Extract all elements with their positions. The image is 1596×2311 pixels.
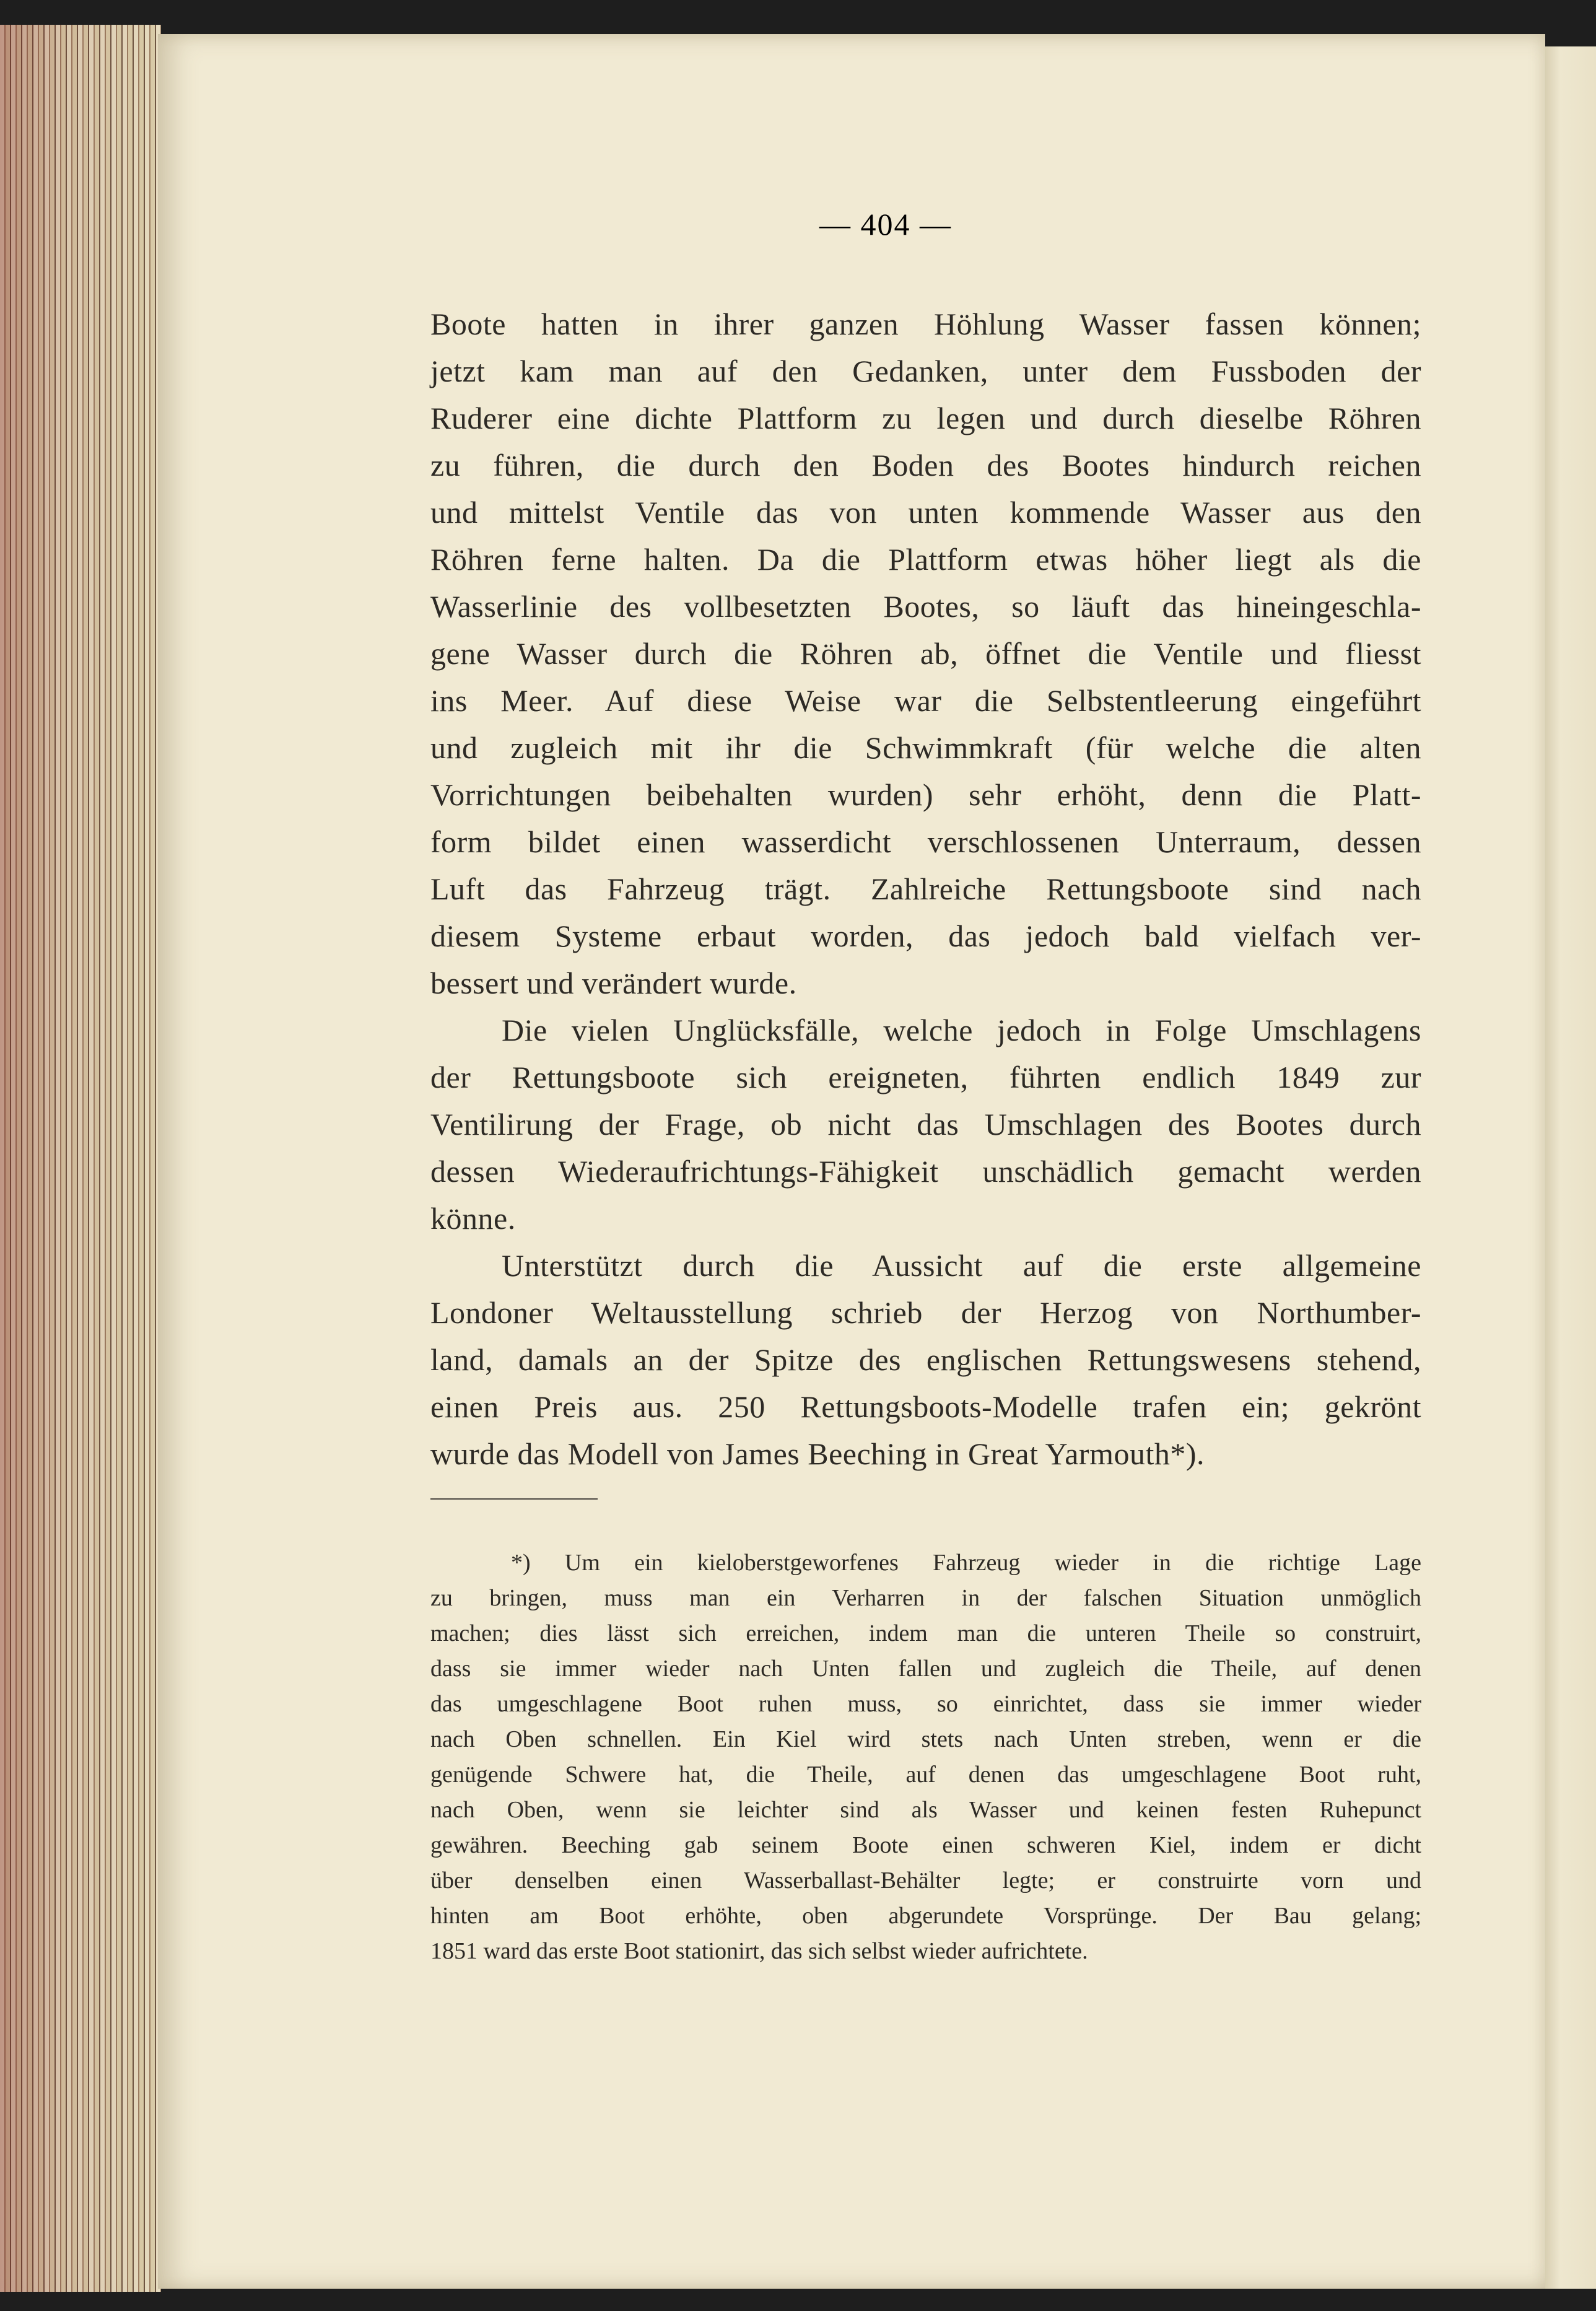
footnote-line: hinten am Boot erhöhte, oben abgerundete Vorsprünge. Der Bau gelang; <box>430 1903 1421 1929</box>
body-line: ins Meer. Auf diese Weise war die Selbstentleerung eingeführt <box>430 683 1421 718</box>
body-line: jetzt kam man auf den Gedanken, unter dem Fussboden der <box>430 354 1421 388</box>
next-page-edge <box>1545 46 1596 2289</box>
footnote-line: *) Um ein kieloberstgeworfenes Fahrzeug wieder in die richtige Lage <box>511 1550 1421 1576</box>
body-line: Unterstützt durch die Aussicht auf die erste allgemeine <box>502 1248 1421 1283</box>
footnote-line: gewähren. Beeching gab seinem Boote einen schweren Kiel, indem er dicht <box>430 1832 1421 1858</box>
body-line: Luft das Fahrzeug trägt. Zahlreiche Rettungsboote sind nach <box>430 872 1421 906</box>
body-line: und mittelst Ventile das von unten kommende Wasser aus den <box>430 495 1421 530</box>
body-line: Röhren ferne halten. Da die Plattform etwas höher liegt als die <box>430 542 1421 577</box>
body-line: Boote hatten in ihrer ganzen Höhlung Wasser fassen können; <box>430 307 1421 341</box>
page-number: — 404 — <box>819 207 952 242</box>
footnote-separator <box>430 1498 598 1500</box>
body-line: und zugleich mit ihr die Schwimmkraft (für welche die alten <box>430 730 1421 765</box>
body-line: Ventilirung der Frage, ob nicht das Umschlagen des Bootes durch <box>430 1107 1421 1142</box>
body-line: zu führen, die durch den Boden des Bootes hindurch reichen <box>430 448 1421 483</box>
footnote-line: nach Oben schnellen. Ein Kiel wird stets nach Unten streben, wenn er die <box>430 1726 1421 1752</box>
body-line: einen Preis aus. 250 Rettungsboots-Modelle trafen ein; gekrönt <box>430 1389 1421 1424</box>
body-line: land, damals an der Spitze des englischen Rettungswesens stehend, <box>430 1342 1421 1377</box>
body-line: Ruderer eine dichte Plattform zu legen und durch dieselbe Röhren <box>430 401 1421 435</box>
footnote-line: zu bringen, muss man ein Verharren in der falschen Situation unmöglich <box>430 1585 1421 1611</box>
body-line: könne. <box>430 1201 516 1236</box>
footnote-line: dass sie immer wieder nach Unten fallen und zugleich die Theile, auf denen <box>430 1656 1421 1682</box>
footnote-line: machen; dies lässt sich erreichen, indem man die unteren Theile so construirt, <box>430 1620 1421 1646</box>
footnote-line: genügende Schwere hat, die Theile, auf denen das umgeschlagene Boot ruht, <box>430 1762 1421 1788</box>
footnote-line: nach Oben, wenn sie leichter sind als Wasser und keinen festen Ruhepunct <box>430 1797 1421 1823</box>
body-line: form bildet einen wasserdicht verschlossenen Unterraum, dessen <box>430 824 1421 859</box>
body-line: bessert und verändert wurde. <box>430 966 797 1000</box>
body-line: Londoner Weltausstellung schrieb der Herzog von Northumber- <box>430 1295 1421 1330</box>
body-line: Wasserlinie des vollbesetzten Bootes, so läuft das hineingeschla- <box>430 589 1421 624</box>
body-line: diesem Systeme erbaut worden, das jedoch bald vielfach ver- <box>430 919 1421 953</box>
body-line: Vorrichtungen beibehalten wurden) sehr erhöht, denn die Platt- <box>430 777 1421 812</box>
book-page <box>158 34 1545 2289</box>
body-line: der Rettungsboote sich ereigneten, führten endlich 1849 zur <box>430 1060 1421 1094</box>
footnote-line: über denselben einen Wasserballast-Behälter legte; er construirte vorn und <box>430 1868 1421 1894</box>
footnote-line: das umgeschlagene Boot ruhen muss, so einrichtet, dass sie immer wieder <box>430 1691 1421 1717</box>
body-line: Die vielen Unglücksfälle, welche jedoch in Folge Umschlagens <box>502 1013 1421 1047</box>
footnote-line: 1851 ward das erste Boot stationirt, das sich selbst wieder aufrichtete. <box>430 1938 1088 1964</box>
body-line: wurde das Modell von James Beeching in Great Yarmouth*). <box>430 1436 1205 1471</box>
book-page-edges <box>0 25 161 2292</box>
body-line: gene Wasser durch die Röhren ab, öffnet die Ventile und fliesst <box>430 636 1421 671</box>
body-line: dessen Wiederaufrichtungs-Fähigkeit unschädlich gemacht werden <box>430 1154 1421 1189</box>
